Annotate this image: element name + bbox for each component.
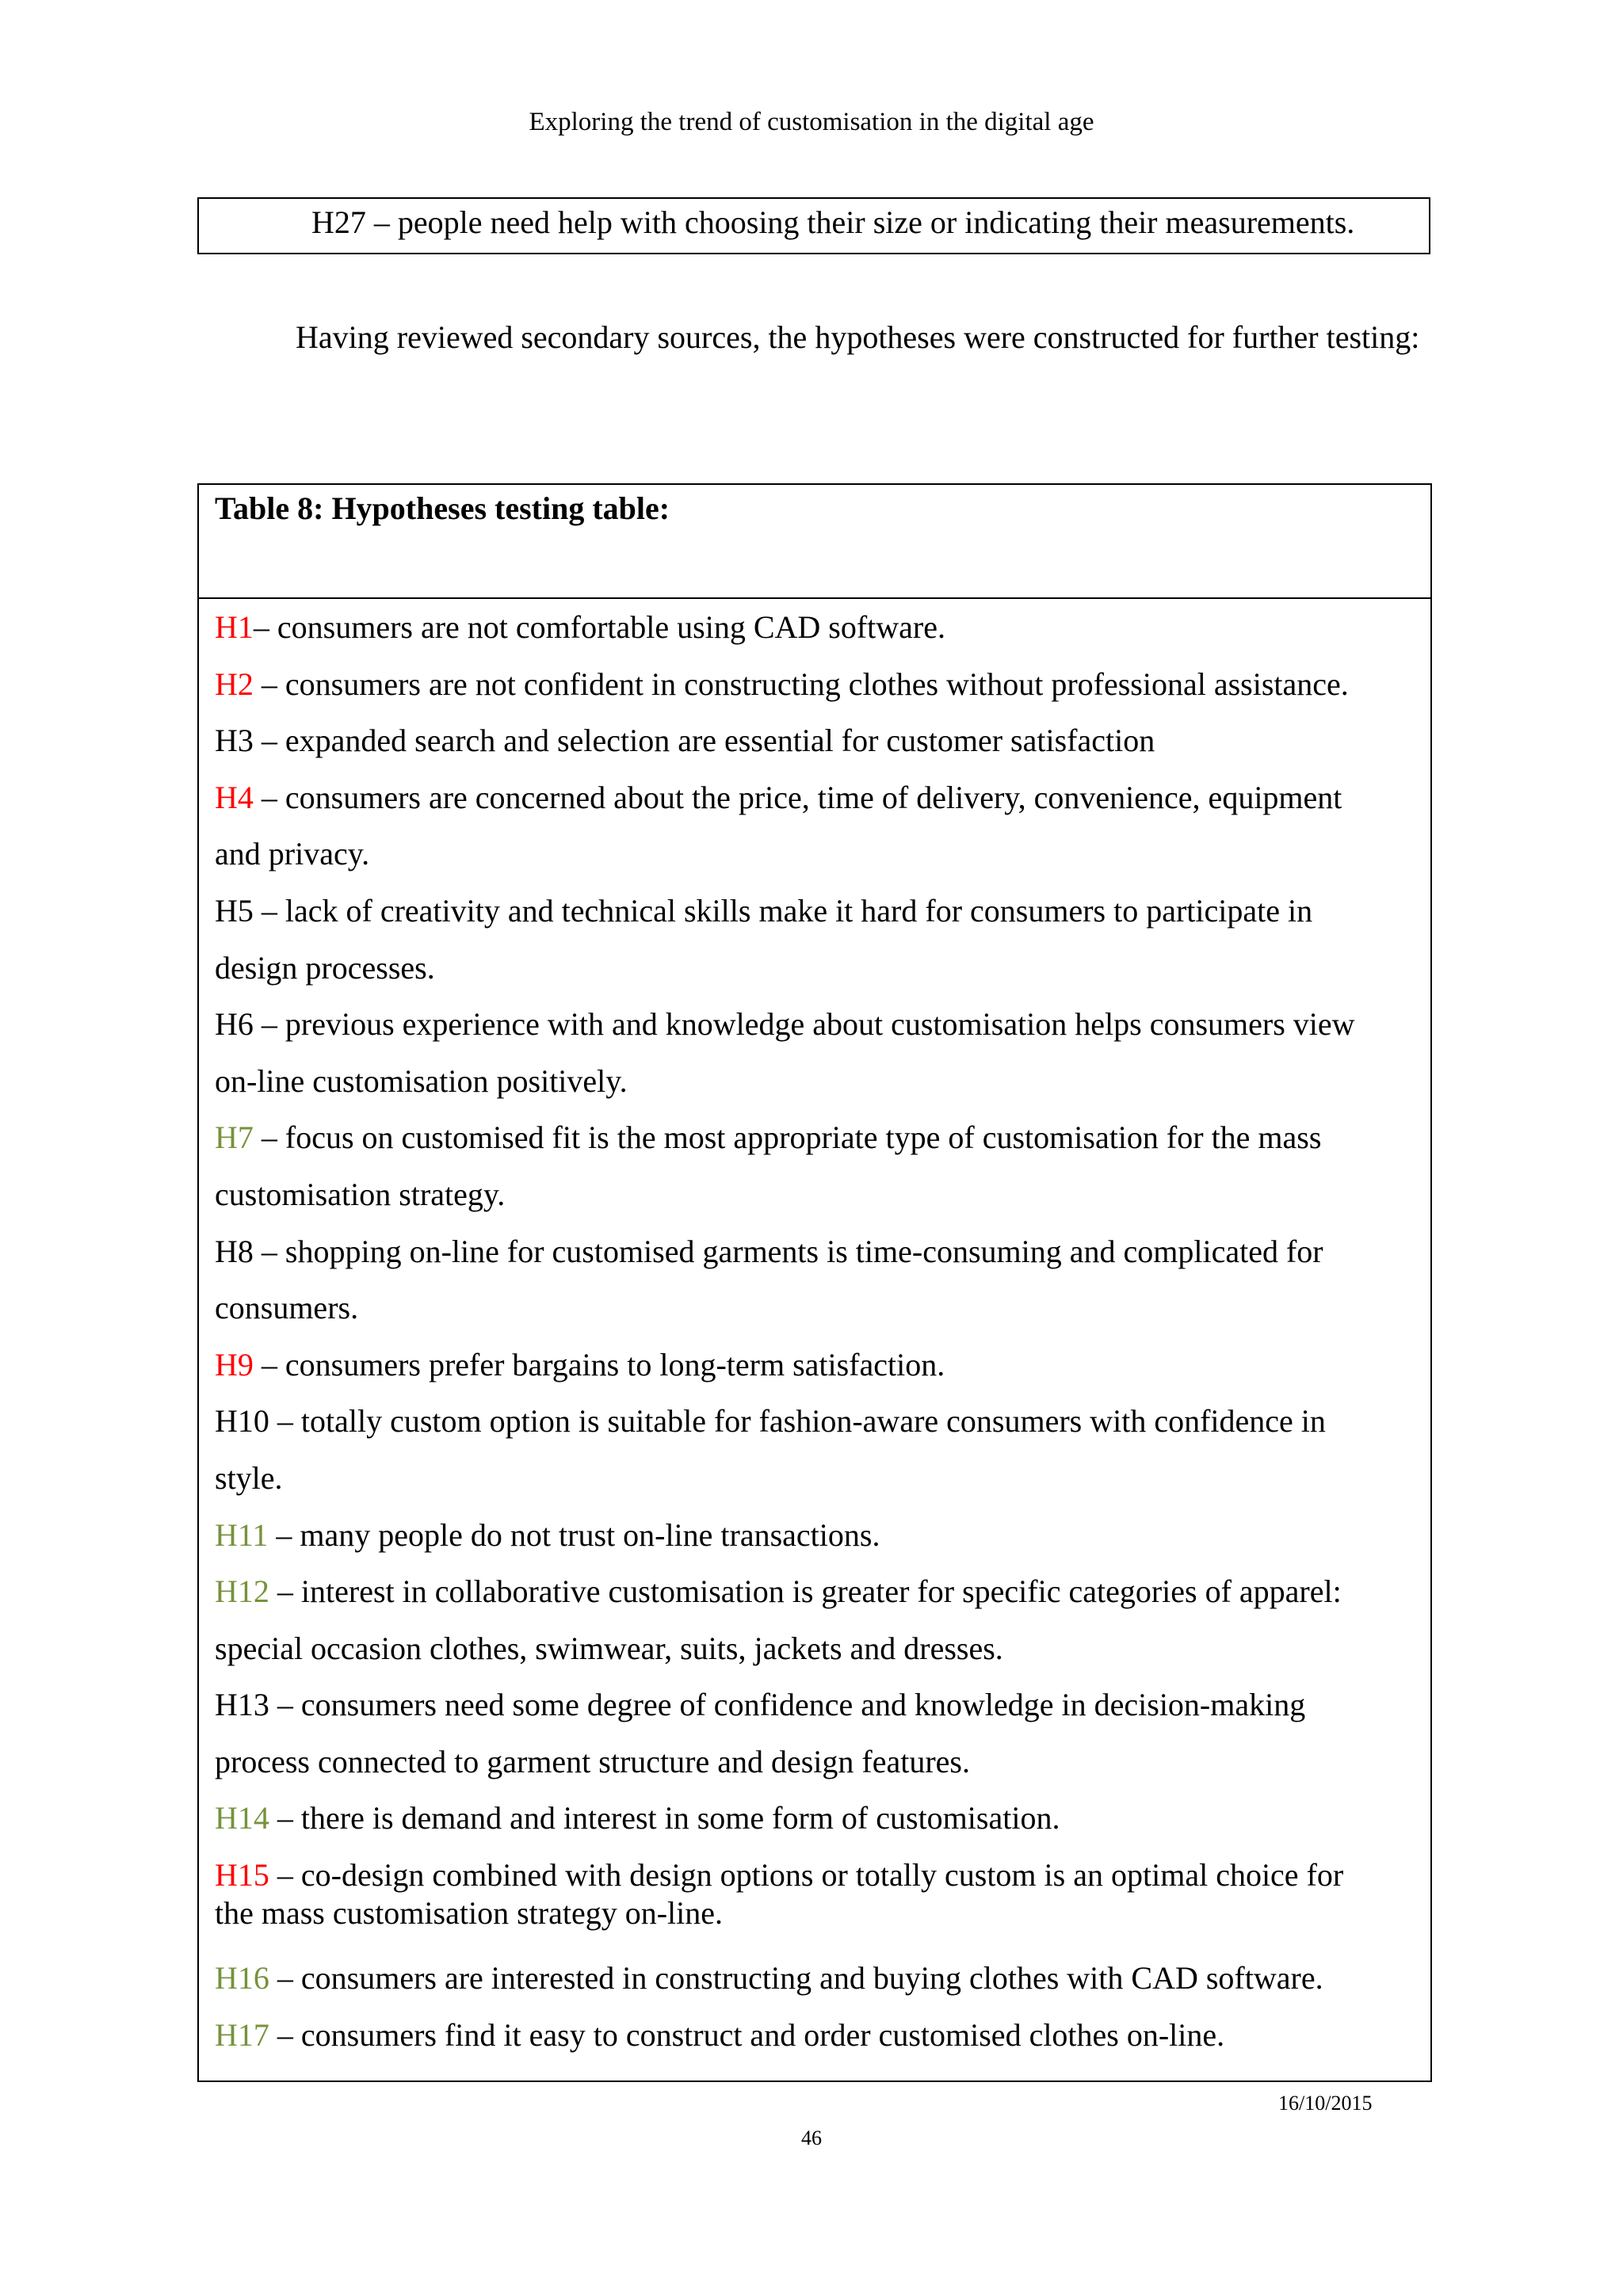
hypothesis-row-h7 bbox=[215, 1109, 1415, 1222]
hypothesis-row-h2 bbox=[215, 656, 1415, 713]
hypothesis-label: H3 bbox=[215, 723, 254, 759]
hypothesis-h27-box bbox=[197, 197, 1430, 254]
intro-paragraph: Having reviewed secondary sources, the hypotheses were constructed for further testing: bbox=[296, 319, 1420, 355]
hypothesis-row-h11 bbox=[215, 1507, 1415, 1564]
hypothesis-row-h10 bbox=[215, 1393, 1415, 1506]
hypothesis-row-h13 bbox=[215, 1676, 1415, 1790]
hypothesis-row-h4 bbox=[215, 769, 1415, 883]
hypothesis-text: – co-design combined with design options or totally custom is an optimal choice for the mass customisation strategy on-line. bbox=[215, 1857, 1344, 1932]
hypothesis-label: H12 bbox=[215, 1573, 269, 1610]
hypothesis-row-h5 bbox=[215, 883, 1415, 996]
hypothesis-text: – previous experience with and knowledge about customisation helps consumers view on-line customisation positively. bbox=[215, 1006, 1355, 1099]
hypothesis-text: – many people do not trust on-line transactions. bbox=[268, 1516, 880, 1553]
running-header: Exploring the trend of customisation in the digital age bbox=[529, 108, 1094, 136]
table-title: Table 8: Hypotheses testing table: bbox=[215, 490, 670, 526]
hypothesis-h27-text: H27 – people need help with choosing their size or indicating their measurements. bbox=[311, 204, 1355, 240]
hypothesis-label: H11 bbox=[215, 1516, 269, 1553]
hypothesis-row-h14 bbox=[215, 1790, 1415, 1847]
hypothesis-text: – consumers find it easy to construct and order customised clothes on-line. bbox=[269, 2016, 1225, 2053]
hypothesis-label: H15 bbox=[215, 1857, 269, 1894]
hypothesis-text: – shopping on-line for customised garments is time-consuming and complicated for consumers. bbox=[215, 1233, 1323, 1326]
hypothesis-label: H10 bbox=[215, 1403, 269, 1440]
hypothesis-text: – consumers need some degree of confidence and knowledge in decision-making process connected to garment structure and design features. bbox=[215, 1687, 1306, 1779]
hypothesis-text: – consumers are not confident in constructing clothes without professional assistance. bbox=[253, 666, 1349, 702]
hypothesis-label: H9 bbox=[215, 1346, 254, 1383]
hypothesis-label: H8 bbox=[215, 1233, 254, 1269]
hypothesis-text: – consumers prefer bargains to long-term satisfaction. bbox=[253, 1346, 945, 1383]
hypothesis-text: – lack of creativity and technical skills make it hard for consumers to participate in design processes. bbox=[215, 892, 1313, 986]
hypothesis-label: H13 bbox=[215, 1687, 269, 1723]
hypothesis-label: H14 bbox=[215, 1800, 269, 1836]
hypothesis-row-h17 bbox=[215, 2007, 1415, 2064]
hypothesis-text: – consumers are concerned about the price, time of delivery, convenience, equipment and privacy. bbox=[215, 779, 1342, 872]
hypothesis-text: – focus on customised fit is the most appropriate type of customisation for the mass customisation strategy. bbox=[215, 1119, 1322, 1212]
hypothesis-row-h3 bbox=[215, 712, 1415, 769]
hypothesis-text: – interest in collaborative customisation is greater for specific categories of apparel: special occasion clothes, swimwear, suits, jackets and dresses. bbox=[215, 1573, 1342, 1666]
table-body bbox=[199, 599, 1430, 2063]
hypothesis-label: H5 bbox=[215, 892, 254, 929]
hypothesis-text: – totally custom option is suitable for fashion-aware consumers with confidence in style. bbox=[215, 1403, 1326, 1496]
hypothesis-text: – there is demand and interest in some form of customisation. bbox=[269, 1800, 1060, 1836]
hypothesis-row-h9 bbox=[215, 1337, 1415, 1394]
hypothesis-label: H17 bbox=[215, 2016, 269, 2053]
table-header-row bbox=[199, 485, 1430, 599]
hypothesis-label: H6 bbox=[215, 1006, 254, 1043]
hypothesis-row-h12 bbox=[215, 1563, 1415, 1676]
hypothesis-label: H4 bbox=[215, 779, 254, 815]
page-number: 46 bbox=[801, 2126, 822, 2149]
hypothesis-row-h16 bbox=[215, 1950, 1415, 2007]
hypothesis-label: H2 bbox=[215, 666, 254, 702]
footer-date: 16/10/2015 bbox=[1278, 2092, 1373, 2115]
hypothesis-row-h1 bbox=[215, 599, 1415, 656]
hypothesis-label: H16 bbox=[215, 1960, 269, 1997]
hypothesis-label: H1 bbox=[215, 609, 254, 645]
hypothesis-label: H7 bbox=[215, 1119, 254, 1156]
hypothesis-text: – consumers are interested in constructing and buying clothes with CAD software. bbox=[269, 1960, 1323, 1997]
hypothesis-row-h8 bbox=[215, 1223, 1415, 1337]
hypothesis-row-h15 bbox=[215, 1847, 1415, 1955]
hypothesis-text: – consumers are not comfortable using CAD software. bbox=[253, 609, 945, 645]
hypothesis-text: – expanded search and selection are essential for customer satisfaction bbox=[253, 723, 1155, 759]
hypotheses-table bbox=[197, 483, 1432, 2082]
hypothesis-row-h6 bbox=[215, 996, 1415, 1109]
